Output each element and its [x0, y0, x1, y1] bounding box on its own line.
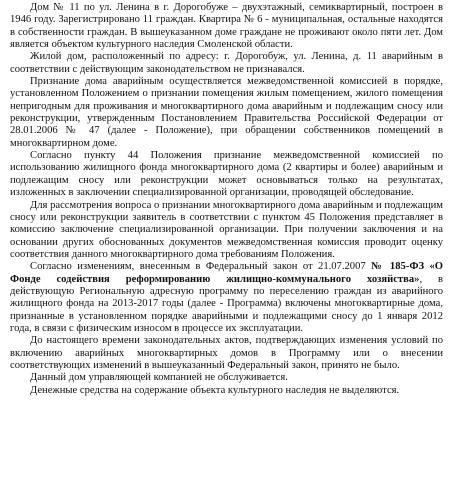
- paragraph-no-funds: Денежные средства на содержание объекта культурного наследия не выделяются.: [30, 384, 400, 396]
- paragraph-clause-44: Согласно пункту 44 Положения признание межведомственной комиссией по использованию жилищного фонда многоквартирного дома (2 квартиры и более) аварийным и подлежащим сносу или реконструкции может основываться только на результатах, изложенных в заключении специализированной организации, проводящей обследование.: [10, 150, 443, 199]
- paragraph-house-description: Дом № 11 по ул. Ленина в г. Дорогобуже – двухэтажный, семиквартирный, построен в 1946 году. Зарегистрировано 11 граждан. Квартира № 6 - муниципальная, остальные находятся в собственности граждан. В вышеуказанном доме граждане не проживают около пяти лет. Дом является объектом культурного наследия Смоленской области.: [10, 2, 443, 51]
- law-reference: № 185-ФЗ «О Фонде содействия реформированию жилищно-коммунального хозяйства»: [10, 261, 443, 285]
- paragraph-federal-law: Согласно изменениям, внесенным в Федеральный закон от 21.07.2007 № 185-ФЗ «О Фонде содействия реформированию жилищно-коммунального хозяйства», в действующую Региональную адресную программу по переселению граждан из аварийного жилищного фонда на 2013-2017 годы (далее - Программа) включены многоквартирные дома, признанные в установленном порядке аварийными и подлежащими сносу до 1 января 2012 года, в связи с физическим износом в процессе их эксплуатации.: [10, 261, 443, 334]
- paragraph-no-changes: До настоящего времени законодательных актов, подтверждающих изменения условий по включению аварийных многоквартирных домов в Программу или о внесении соответствующих изменений в вышеуказанный Федеральный закон, принято не было.: [10, 335, 443, 371]
- paragraph-recognition-procedure: Признание дома аварийным осуществляется межведомственной комиссией в порядке, установленном Положением о признании помещения жилым помещением, жилого помещения непригодным для проживания и многоквартирного дома аварийным и подлежащим сносу или реконструкции, утвержденным Постановлением Правительства Российской Федерации от 28.01.2006 № 47 (далее - Положение), при обращении собственников помещений в многоквартирном доме.: [10, 76, 443, 149]
- paragraph-not-serviced: Данный дом управляющей компанией не обслуживается.: [30, 372, 288, 384]
- paragraph-clause-45: Для рассмотрения вопроса о признании многоквартирного дома аварийным и подлежащим сносу или реконструкции заявитель в соответствии с пунктом 45 Положения представляет в комиссию заключение специализированной организации. При получении заключения и на основании других обоснованных документов межведомственная комиссия проводит оценку соответствия данного многоквартирного дома требованиям Положения.: [10, 199, 443, 260]
- paragraph-not-recognized: Жилой дом, расположенный по адресу: г. Дорогобуж, ул. Ленина, д. 11 аварийным в соответствии с действующим законодательством не признавался.: [10, 51, 443, 75]
